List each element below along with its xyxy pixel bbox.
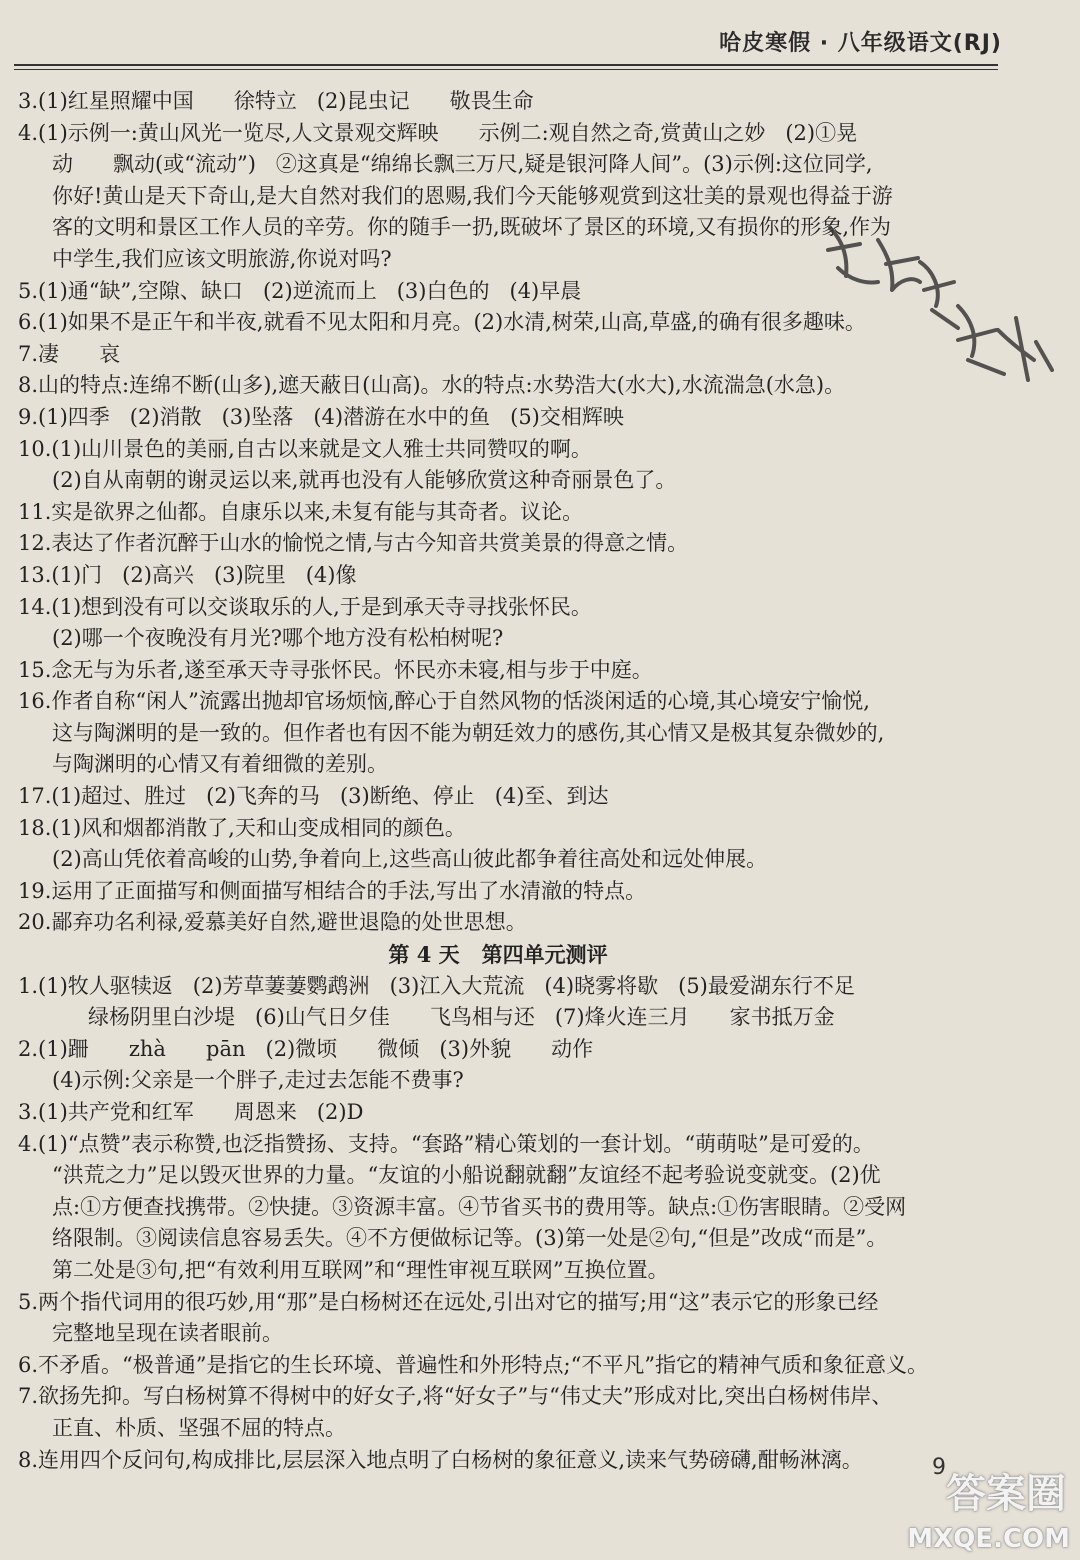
answer-line: 8.连用四个反问句,构成排比,层层深入地点明了白杨树的象征意义,读来气势磅礴,酣畅淋漓。: [18, 1447, 863, 1472]
answer-line: 8.山的特点:连绵不断(山多),遮天蔽日(山高)。水的特点:水势浩大(水大),水流湍急(水急)。: [18, 373, 846, 398]
answer-line: 完整地呈现在读者眼前。: [52, 1321, 283, 1346]
answer-line: 络限制。③阅读信息容易丢失。④不方便做标记等。(3)第一处是②句,“但是”改成“而是”。: [52, 1226, 888, 1251]
answer-line: 4.(1)“点赞”表示称赞,也泛指赞扬、支持。“套路”精心策划的一套计划。“萌萌哒”是可爱的。: [18, 1131, 874, 1156]
answer-content: [18, 86, 1008, 1476]
answer-line: 11.实是欲界之仙都。自康乐以来,未复有能与其奇者。议论。: [18, 499, 584, 524]
answer-line: 你好!黄山是天下奇山,是大自然对我们的恩赐,我们今天能够观赏到这壮美的景观也得益于游: [52, 183, 893, 208]
answer-line: 4.(1)示例一:黄山风光一览尽,人文景观交辉映 示例二:观自然之奇,赏黄山之妙 (2)①晃: [18, 120, 858, 145]
answer-line: 中学生,我们应该文明旅游,你说对吗?: [52, 246, 392, 271]
answer-line: 2.(1)跚 zhà pān (2)微顷 微倾 (3)外貌 动作: [18, 1036, 594, 1061]
answer-line: 5.(1)通“缺”,空隙、缺口 (2)逆流而上 (3)白色的 (4)早晨: [18, 278, 582, 303]
page-number: 9: [932, 1455, 946, 1480]
answer-line: 9.(1)四季 (2)消散 (3)坠落 (4)潜游在水中的鱼 (5)交相辉映: [18, 404, 624, 429]
answer-line: 与陶渊明的心情又有着细微的差别。: [52, 752, 388, 777]
answer-line: 3.(1)共产党和红军 周恩来 (2)D: [18, 1100, 364, 1124]
header-rule-thin: [14, 69, 998, 70]
answer-line: 正直、朴质、坚强不屈的特点。: [52, 1415, 346, 1440]
answer-line: 20.鄙弃功名利禄,爱慕美好自然,避世退隐的处世思想。: [18, 910, 527, 935]
answer-line: 绿杨阴里白沙堤 (6)山气日夕佳 飞鸟相与还 (7)烽火连三月 家书抵万金: [88, 1005, 835, 1030]
header-rule: [14, 64, 998, 66]
answer-line: 14.(1)想到没有可以交谈取乐的人,于是到承天寺寻找张怀民。: [18, 594, 592, 619]
answer-line: 15.念无与为乐者,遂至承天寺寻张怀民。怀民亦未寝,相与步于中庭。: [18, 657, 653, 682]
watermark-logo: 答案圈: [946, 1471, 1066, 1517]
answer-line: 1.(1)牧人驱犊返 (2)芳草萋萋鹦鹉洲 (3)江入大荒流 (4)晓雾将歇 (5)最爱湖东行不足: [18, 973, 855, 998]
answer-line: (2)哪一个夜晚没有月光?哪个地方没有松柏树呢?: [52, 626, 504, 651]
answer-line: 6.不矛盾。“极普通”是指它的生长环境、普遍性和外形特点;“不平凡”指它的精神气质和象征意义。: [18, 1352, 929, 1377]
answer-line: 17.(1)超过、胜过 (2)飞奔的马 (3)断绝、停止 (4)至、到达: [18, 784, 609, 809]
answer-line: (4)示例:父亲是一个胖子,走过去怎能不费事?: [52, 1068, 464, 1093]
answer-line: 19.运用了正面描写和侧面描写相结合的手法,写出了水清澈的特点。: [18, 878, 647, 903]
watermark: [880, 1462, 1076, 1558]
answer-line: 18.(1)风和烟都消散了,天和山变成相同的颜色。: [18, 815, 466, 840]
answer-line: 5.两个指代词用的很巧妙,用“那”是白杨树还在远处,引出对它的描写;用“这”表示它的形象已经: [18, 1289, 879, 1314]
answer-line: 13.(1)门 (2)高兴 (3)院里 (4)像: [18, 562, 357, 587]
answer-line: (2)自从南朝的谢灵运以来,就再也没有人能够欣赏这种奇丽景色了。: [52, 468, 677, 493]
watermark-url: MXQE.COM: [907, 1524, 1070, 1554]
answer-line: 7.凄 哀: [18, 341, 121, 366]
answer-line: 客的文明和景区工作人员的辛劳。你的随手一扔,既破坏了景区的环境,又有损你的形象,作为: [52, 215, 892, 240]
answer-line: 第二处是③句,把“有效利用互联网”和“理性审视互联网”互换位置。: [52, 1257, 669, 1282]
answer-line: “洪荒之力”足以毁灭世界的力量。“友谊的小船说翻就翻”友谊经不起考验说变就变。(2)优: [52, 1163, 881, 1188]
answer-line: 动 飘动(或“流动”) ②这真是“绵绵长飘三万尺,疑是银河降人间”。(3)示例:这位同学,: [52, 152, 873, 177]
answer-line: (2)高山凭依着高峻的山势,争着向上,这些高山彼此都争着往高处和远处伸展。: [52, 847, 768, 872]
answer-line: 这与陶渊明的是一致的。但作者也有因不能为朝廷效力的感伤,其心情又是极其复杂微妙的,: [52, 720, 885, 745]
answer-line: 7.欲扬先抑。写白杨树算不得树中的好女子,将“好女子”与“伟丈夫”形成对比,突出白杨树伟岸、: [18, 1384, 893, 1409]
answer-line: 6.(1)如果不是正午和半夜,就看不见太阳和月亮。(2)水清,树荣,山高,草盛,的确有很多趣味。: [18, 310, 866, 335]
section-title: 第 4 天 第四单元测评: [388, 942, 608, 968]
answer-line: 10.(1)山川景色的美丽,自古以来就是文人雅士共同赞叹的啊。: [18, 436, 592, 461]
answer-line: 点:①方便查找携带。②快捷。③资源丰富。④节省买书的费用等。缺点:①伤害眼睛。②受网: [52, 1194, 907, 1219]
answer-line: 12.表达了作者沉醉于山水的愉悦之情,与古今知音共赏美景的得意之情。: [18, 531, 689, 556]
answer-line: 16.作者自称“闲人”流露出抛却官场烦恼,醉心于自然风物的恬淡闲适的心境,其心境安宁愉悦,: [18, 689, 870, 714]
answer-line: 3.(1)红星照耀中国 徐特立 (2)昆虫记 敬畏生命: [18, 89, 534, 113]
page-header-title: 哈皮寒假 · 八年级语文(RJ): [719, 31, 1002, 56]
